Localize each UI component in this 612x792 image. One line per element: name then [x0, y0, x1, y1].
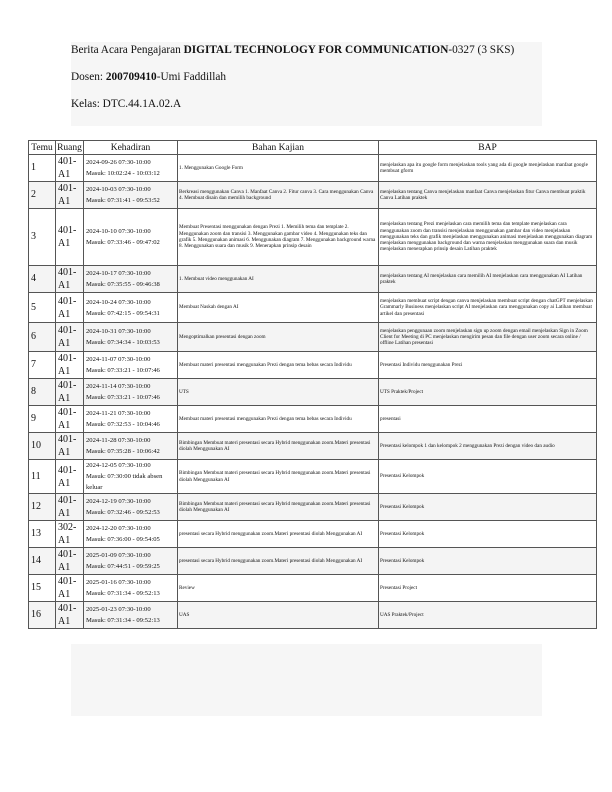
meeting-number: 4: [29, 266, 56, 293]
lecturer-label: Dosen:: [71, 71, 106, 83]
schedule-time: 2024-10-03 07:30-10:00: [86, 186, 151, 193]
study-material: UAS: [178, 602, 379, 629]
attendance-cell: [84, 209, 178, 266]
attendance-cell: [84, 460, 178, 494]
checkin-time: Masuk: 10:02:24 - 10:03:12: [86, 170, 160, 177]
checkin-time: Masuk: 07:32:46 - 09:52:53: [86, 509, 160, 516]
meeting-number: 3: [29, 209, 56, 266]
meeting-number: 14: [29, 548, 56, 575]
study-material: 1. Menggunakan Google Form: [178, 155, 379, 182]
meeting-number: 11: [29, 460, 56, 494]
table-row: [29, 155, 597, 182]
attendance-cell: [84, 182, 178, 209]
checkin-time: Masuk: 07:33:46 - 09:47:02: [86, 239, 160, 246]
attendance-cell: [84, 494, 178, 521]
meeting-number: 2: [29, 182, 56, 209]
table-row: [29, 521, 597, 548]
study-material: Bimbingan Membuat materi presentasi secara Hybrid menggunakan zoom.Materi presentasi diolah Menggunakan AI: [178, 433, 379, 460]
table-row: [29, 379, 597, 406]
study-material: Review: [178, 575, 379, 602]
table-row: [29, 293, 597, 323]
study-material: 1. Membuat video menggunakan AI: [178, 266, 379, 293]
meeting-number: 16: [29, 602, 56, 629]
room-code: 401-A1: [56, 155, 84, 182]
column-header-ruang: Ruang: [57, 142, 82, 153]
teaching-report: presentasi: [379, 406, 597, 433]
schedule-time: 2025-01-23 07:30-10:00: [86, 606, 151, 613]
checkin-time: Masuk: 07:32:53 - 10:04:46: [86, 421, 160, 428]
schedule-time: 2024-12-19 07:30-10:00: [86, 498, 151, 505]
table-row: [29, 406, 597, 433]
study-material: Membuat materi presentasi menggunakan Prezi dengan tema bebas secara Individu: [178, 406, 379, 433]
lecturer-id: 200709410: [105, 71, 157, 83]
schedule-time: 2025-01-16 07:30-10:00: [86, 579, 151, 586]
document-title: [71, 43, 542, 57]
study-material: Membuat Presentasi menggunakan dengan Prezi 1. Memilih tema dan template 2. Menggunakan zoom dan transisi 3. Menggunakan gambar video 4. Menggunakan teks dan grafik 5. Menggunakan animasi 6. Menggunakan diagram 7. Menggunakan background warna 8. Menggunakan suara dan musik 9. Menerapkan prinsip desain: [178, 209, 379, 266]
study-material: Membuat Naskah dengan AI: [178, 293, 379, 323]
room-code: 401-A1: [56, 266, 84, 293]
teaching-report: Presentasi Kelompok: [379, 494, 597, 521]
checkin-time: Masuk: 07:44:51 - 09:59:25: [86, 563, 160, 570]
study-material: Bimbingan Membuat materi presentasi secara Hybrid menggunakan zoom.Materi presentasi diolah Menggunakan AI: [178, 460, 379, 494]
schedule-time: 2024-12-05 07:30-10:00: [86, 462, 151, 469]
checkin-time: Masuk: 07:35:28 - 10:06:42: [86, 448, 160, 455]
schedule-time: 2025-01-09 07:30-10:00: [86, 552, 151, 559]
table-row: [29, 182, 597, 209]
attendance-cell: [84, 406, 178, 433]
attendance-cell: [84, 293, 178, 323]
column-header-bahan-kajian: Bahan Kajian: [178, 141, 379, 155]
attendance-cell: [84, 266, 178, 293]
table-row: [29, 323, 597, 352]
teaching-report: menjelaskan apa itu google form menjelaskan tools yang ada di google menjelaskan manfaat google membuat gform: [379, 155, 597, 182]
meeting-number: 6: [29, 323, 56, 352]
teaching-report: Presentasi Project: [379, 575, 597, 602]
teaching-report: menjelaskan tentang Prezi menjelaskan cara memilih tema dan template menjelaskan cara menggunakan zoom dan transisi menjelaskan menggunakan gambar dan video menjelaskan menggunakan teks dan grafik menjelaskan menggunakan animasi menjelaskan menggunakan diagram menjelaskan menggunakan background dan warna menjelaskan menggunakan suara dan musik menjelaskan menerapkan prinsip desain Latihan praktek: [379, 209, 597, 266]
column-header-temu: Temu: [29, 141, 56, 155]
schedule-time: 2024-10-10 07:30-10:00: [86, 228, 151, 235]
schedule-time: 2024-12-20 07:30-10:00: [86, 525, 151, 532]
attendance-cell: [84, 575, 178, 602]
course-code: -0327 (3 SKS): [448, 44, 515, 56]
teaching-report: Presentasi kelompok 1 dan kelompok 2 menggunakan Prezi dengan video dan audio: [379, 433, 597, 460]
table-header-row: [29, 141, 597, 155]
table-row: [29, 602, 597, 629]
checkin-time: Masuk: 07:35:55 - 09:46:38: [86, 281, 160, 288]
room-code: 401-A1: [56, 494, 84, 521]
room-code: 401-A1: [56, 460, 84, 494]
teaching-report: Presentasi Individu menggunakan Prezi: [379, 352, 597, 379]
teaching-report: Presentasi Kelompok: [379, 548, 597, 575]
course-name: DIGITAL TECHNOLOGY FOR COMMUNICATION: [183, 44, 449, 56]
teaching-report: menjelaskan tentang Canva menjelaskan manfaat Canva menjelaskan fitur Canva membuat praktik Canva Latihan praktek: [379, 182, 597, 209]
checkin-time: Masuk: 07:42:15 - 09:54:31: [86, 309, 160, 317]
study-material: UTS: [178, 379, 379, 406]
checkin-time: Masuk: 07:31:34 - 09:52:13: [86, 617, 160, 624]
schedule-time: 2024-10-24 07:30-10:00: [86, 298, 151, 306]
checkin-time: Masuk: 07:30:00 tidak absen keluar: [86, 473, 163, 491]
table-row: [29, 575, 597, 602]
room-code: 401-A1: [56, 548, 84, 575]
attendance-cell: [84, 602, 178, 629]
study-material: presentasi secara Hybrid menggunakan zoom.Materi presentasi diolah Menggunakan AI: [178, 548, 379, 575]
room-code: 401-A1: [56, 182, 84, 209]
schedule-time: 2024-11-21 07:30-10:00: [86, 410, 151, 417]
teaching-report: menjelaskan membuat script dengan canva menjelaskan membuat script dengan chatGPT menjelaskan Grammarly Business menjelaskan script AI menjelaskan cara menggunakan copy ai Latihan membuat artikel dan presentasi: [379, 293, 597, 323]
schedule-time: 2024-09-26 07:30-10:00: [86, 159, 151, 166]
table-row: [29, 494, 597, 521]
room-code: 401-A1: [56, 352, 84, 379]
checkin-time: Masuk: 07:31:34 - 09:52:13: [86, 590, 160, 597]
table-row: [29, 460, 597, 494]
table-row: [29, 548, 597, 575]
lecturer-name: -Umi Faddillah: [156, 71, 227, 83]
schedule-time: 2024-11-07 07:30-10:00: [86, 356, 151, 363]
room-code: 401-A1: [56, 323, 84, 352]
column-header-kehadiran: Kehadiran: [84, 141, 178, 155]
checkin-time: Masuk: 07:34:34 - 10:03:53: [86, 339, 160, 346]
schedule-time: 2024-10-31 07:30-10:00: [86, 328, 151, 335]
attendance-cell: [84, 548, 178, 575]
lecturer-line: [71, 70, 542, 84]
schedule-time: 2024-11-14 07:30-10:00: [86, 383, 151, 390]
attendance-cell: [84, 521, 178, 548]
checkin-time: Masuk: 07:33:21 - 10:07:46: [86, 394, 160, 401]
teaching-report: Presentasi Kelompok: [379, 460, 597, 494]
table-row: [29, 266, 597, 293]
study-material: Berkreasi menggunakan Canva 1. Manfaat Canva 2. Fitur canva 3. Cara menggunakan Canva 4. Membuat disain dan memilih background: [178, 182, 379, 209]
teaching-report: Presentasi Kelompok: [379, 521, 597, 548]
meeting-number: 12: [29, 494, 56, 521]
room-code: 401-A1: [56, 293, 84, 323]
checkin-time: Masuk: 07:33:21 - 10:07:46: [86, 367, 160, 374]
table-row: [29, 433, 597, 460]
checkin-time: Masuk: 07:31:41 - 09:53:52: [86, 197, 160, 204]
meeting-number: 9: [29, 406, 56, 433]
room-code: 401-A1: [56, 575, 84, 602]
teaching-report: menjelaskan tentang AI menjelaskan cara memilih AI menjelaskan cara menggunakan AI Latihan praktek: [379, 266, 597, 293]
study-material: Mengoptimalkan presentasi dengan zoom: [178, 323, 379, 352]
room-code: 401-A1: [56, 379, 84, 406]
column-header-bap: BAP: [379, 141, 597, 155]
room-code: 401-A1: [56, 406, 84, 433]
schedule-time: 2024-10-17 07:30-10:00: [86, 270, 151, 277]
meeting-number: 10: [29, 433, 56, 460]
study-material: presentasi secara Hybrid menggunakan zoom.Materi presentasi diolah Menggunakan AI: [178, 521, 379, 548]
table-row: [29, 352, 597, 379]
schedule-time: 2024-11-28 07:30-10:00: [86, 437, 151, 444]
class-line: Kelas: DTC.44.1A.02.A: [71, 98, 182, 110]
study-material: Membuat materi presentasi menggunakan Prezi dengan tema bebas secara Individu: [178, 352, 379, 379]
teaching-report: UAS Praktek/Project: [379, 602, 597, 629]
table-row: [29, 209, 597, 266]
room-code: 401-A1: [56, 209, 84, 266]
meeting-number: 13: [29, 521, 56, 548]
attendance-cell: [84, 379, 178, 406]
meeting-number: 1: [29, 155, 56, 182]
attendance-cell: [84, 323, 178, 352]
room-code: 401-A1: [56, 602, 84, 629]
teaching-report: menjelaskan penggunaan zoom menjelaskan sign up zoom dengan email menjelaskan Sign in Zoom Client for Meeting di PC menjelaskan mengirim pesan dan file dengan user zoom secara online / offline Latihan presentasi: [379, 323, 597, 352]
attendance-cell: [84, 352, 178, 379]
attendance-table: [28, 140, 597, 629]
study-material: Bimbingan Membuat materi presentasi secara Hybrid menggunakan zoom.Materi presentasi diolah Menggunakan AI: [178, 494, 379, 521]
checkin-time: Masuk: 07:36:00 - 09:54:05: [86, 536, 160, 543]
meeting-number: 5: [29, 293, 56, 323]
title-prefix: Berita Acara Pengajaran: [71, 44, 184, 56]
signature-area: [71, 644, 542, 716]
meeting-number: 8: [29, 379, 56, 406]
document-header: [71, 42, 542, 126]
attendance-cell: [84, 433, 178, 460]
attendance-cell: [84, 155, 178, 182]
room-code: 302-A1: [56, 521, 84, 548]
teaching-report: UTS Praktek/Project: [379, 379, 597, 406]
meeting-number: 7: [29, 352, 56, 379]
room-code: 401-A1: [56, 433, 84, 460]
meeting-number: 15: [29, 575, 56, 602]
